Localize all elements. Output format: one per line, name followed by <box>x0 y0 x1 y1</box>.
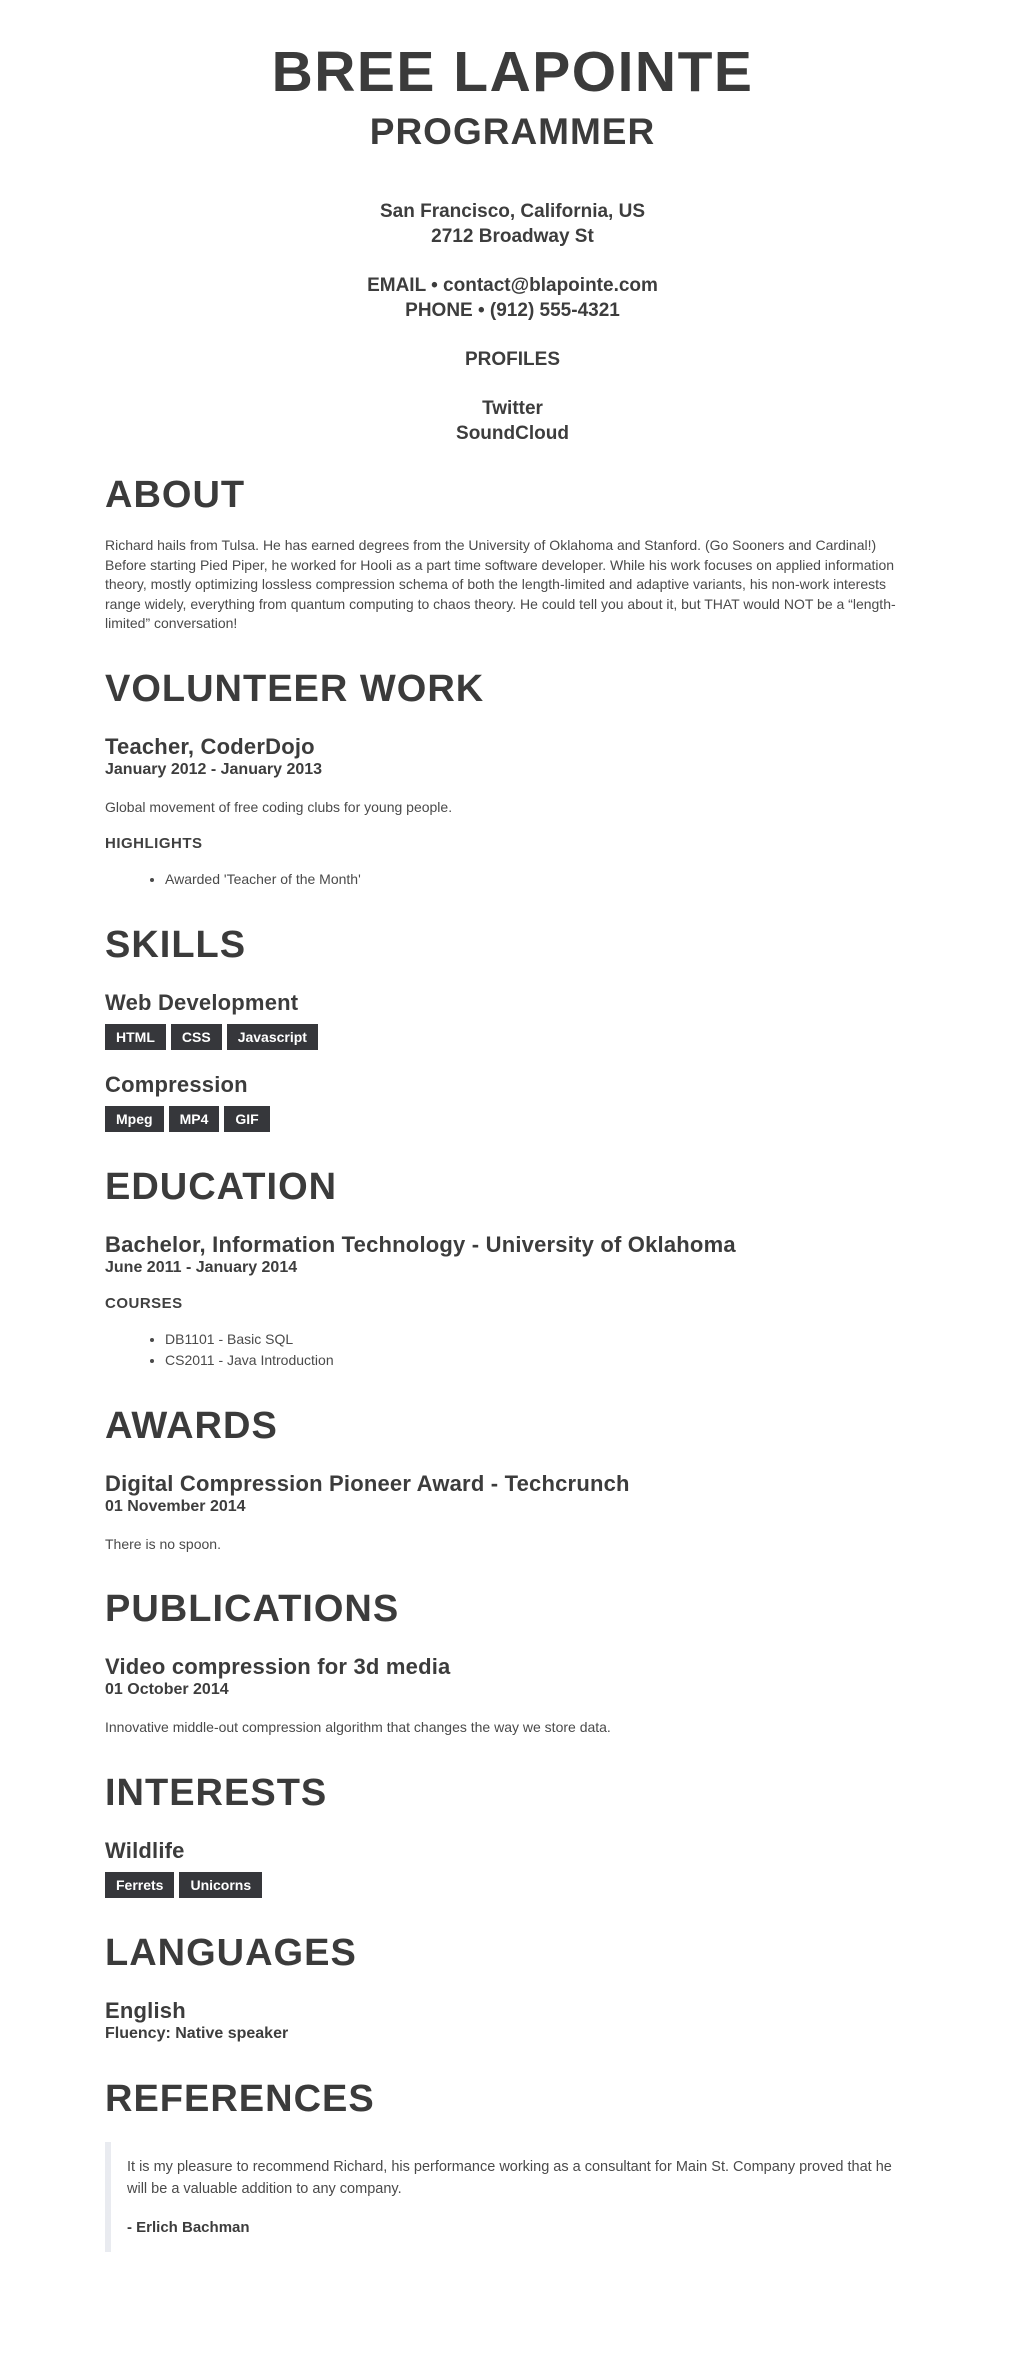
publication-item <box>105 1654 920 1738</box>
section-about <box>105 472 920 634</box>
section-heading: LANGUAGES <box>105 1931 357 1974</box>
section-heading: INTERESTS <box>105 1771 328 1814</box>
section-awards <box>105 1403 920 1555</box>
reference-author: - Erlich Bachman <box>127 2218 250 2236</box>
skill-tag: Mpeg <box>105 1106 164 1132</box>
section-interests <box>105 1770 920 1898</box>
reference-item <box>105 2142 920 2252</box>
section-languages <box>105 1930 920 2044</box>
interest-tag-row <box>105 1872 920 1898</box>
skill-tag: HTML <box>105 1024 166 1050</box>
section-heading: SKILLS <box>105 923 247 966</box>
date-range: 01 October 2014 <box>105 1681 229 1699</box>
course-item: • DB1101 - Basic SQL <box>165 1329 920 1350</box>
volunteer-item <box>105 734 920 890</box>
language-item <box>105 1998 920 2044</box>
section-heading: REFERENCES <box>105 2077 375 2120</box>
section-heading: VOLUNTEER WORK <box>105 668 485 711</box>
interest-tag: Unicorns <box>179 1872 262 1898</box>
skill-tag: Javascript <box>227 1024 318 1050</box>
date-range: June 2011 - January 2014 <box>105 1258 298 1276</box>
date-range: 01 November 2014 <box>105 1497 246 1515</box>
education-item <box>105 1232 920 1371</box>
item-title: Bachelor, Information Technology - University of Oklahoma <box>105 1231 736 1257</box>
about-text: Richard hails from Tulsa. He has earned degrees from the University of Oklahoma and Stanford. (Go Sooners and Cardinal!) Before starting Pied Piper, he worked for Hooli as a part time software developer. While his work focuses on applied information theory, mostly optimizing lossless compression schema of both the length-limited and adaptive variants, his non-work interests range widely, everything from quantum computing to chaos theory. He could tell you about it, but THAT would NOT be a “length-limited” conversation! <box>105 537 896 632</box>
candidate-job-title: PROGRAMMER <box>369 110 656 152</box>
highlights-label: HIGHLIGHTS <box>105 834 203 852</box>
skill-group <box>105 1072 920 1132</box>
contact-lines <box>105 273 920 323</box>
item-summary: There is no spoon. <box>105 1535 221 1552</box>
profiles-list <box>105 396 920 446</box>
item-summary: Global movement of free coding clubs for young people. <box>105 799 453 816</box>
section-skills <box>105 922 920 1132</box>
section-references <box>105 2076 920 2252</box>
skill-tag: GIF <box>224 1106 269 1132</box>
contact-block <box>105 199 920 446</box>
candidate-name: BREE LAPOINTE <box>271 40 754 104</box>
skill-tag-row <box>105 1106 920 1132</box>
interest-tag: Ferrets <box>105 1872 174 1898</box>
section-heading: ABOUT <box>105 474 246 517</box>
language-fluency: Fluency: Native speaker <box>105 2024 289 2042</box>
reference-quote-text: It is my pleasure to recommend Richard, his performance working as a consultant for Main St. Company proved that he will be a valuable addition to any company. <box>127 2158 892 2197</box>
street-line: 2712 Broadway St <box>431 226 594 248</box>
interest-group <box>105 1838 920 1898</box>
courses-label: COURSES <box>105 1294 183 1312</box>
profile-link-twitter[interactable]: Twitter <box>482 398 543 420</box>
courses-list <box>105 1329 920 1371</box>
address-lines <box>105 199 920 249</box>
location-line: San Francisco, California, US <box>379 201 646 223</box>
date-range: January 2012 - January 2013 <box>105 761 323 779</box>
profile-link-soundcloud[interactable]: SoundCloud <box>456 423 569 445</box>
section-volunteer-work <box>105 666 920 890</box>
language-name: English <box>105 1997 186 2023</box>
highlight-item: • Awarded 'Teacher of the Month' <box>165 869 920 890</box>
skill-group-name: Web Development <box>105 989 299 1015</box>
award-item <box>105 1471 920 1555</box>
email-line: EMAIL • contact@blapointe.com <box>367 275 658 297</box>
phone-line: PHONE • (912) 555-4321 <box>405 300 620 322</box>
resume-header <box>105 40 920 446</box>
skill-tag: MP4 <box>169 1106 220 1132</box>
skill-group-name: Compression <box>105 1071 248 1097</box>
section-heading: AWARDS <box>105 1404 278 1447</box>
item-summary: Innovative middle-out compression algorithm that changes the way we store data. <box>105 1719 611 1736</box>
highlights-list <box>105 869 920 890</box>
skill-tag: CSS <box>171 1024 222 1050</box>
item-title: Digital Compression Pioneer Award - Techcrunch <box>105 1470 630 1496</box>
skill-tag-row <box>105 1024 920 1050</box>
item-title: Teacher, CoderDojo <box>105 734 315 760</box>
profiles-heading: PROFILES <box>464 349 560 371</box>
course-item: • CS2011 - Java Introduction <box>165 1350 920 1371</box>
item-title: Video compression for 3d media <box>105 1654 451 1680</box>
section-heading: EDUCATION <box>105 1165 338 1208</box>
section-education <box>105 1164 920 1371</box>
section-publications <box>105 1586 920 1738</box>
skill-group <box>105 990 920 1050</box>
section-heading: PUBLICATIONS <box>105 1588 400 1631</box>
interest-group-name: Wildlife <box>105 1837 185 1863</box>
